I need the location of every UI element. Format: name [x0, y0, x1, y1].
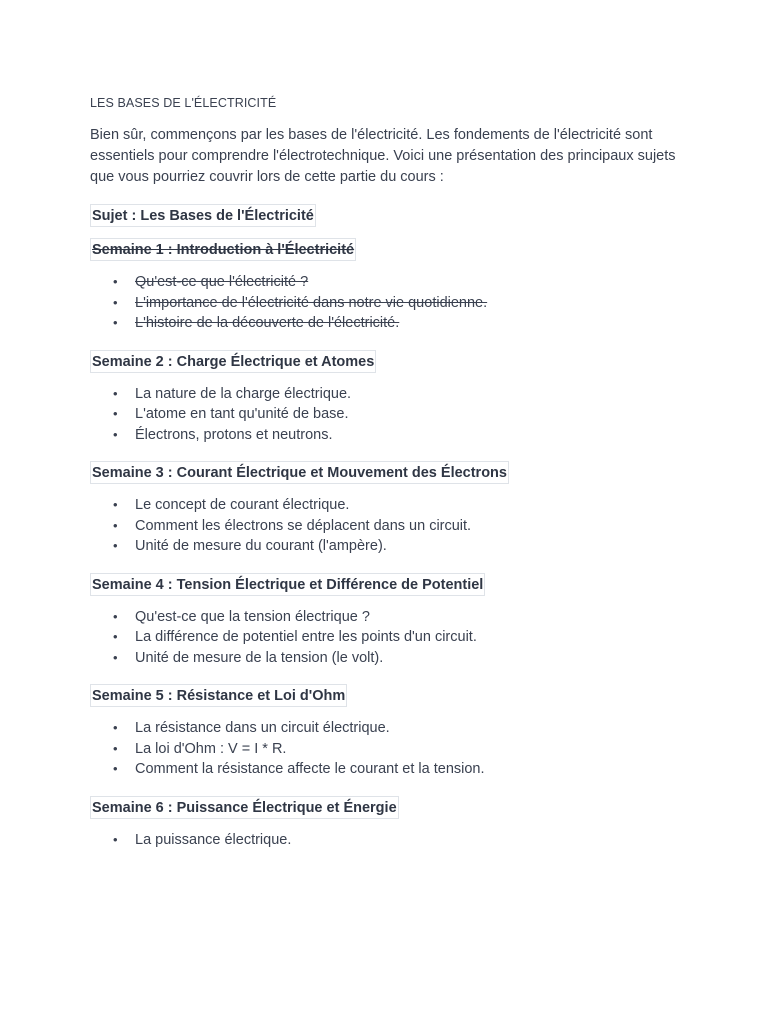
subject-heading: Sujet : Les Bases de l'Électricité	[90, 204, 316, 227]
list-item	[90, 648, 690, 669]
list-item	[90, 627, 690, 648]
week-3-list	[90, 495, 690, 557]
list-item	[90, 516, 690, 537]
week-6-heading: Semaine 6 : Puissance Électrique et Énergie	[90, 796, 399, 819]
document-page	[90, 94, 690, 866]
week-5-heading-wrap	[90, 684, 690, 706]
bullet-icon: •	[113, 538, 118, 553]
subject-heading-wrap	[90, 204, 690, 226]
week-4-heading-wrap	[90, 573, 690, 595]
list-item-text: La résistance dans un circuit électrique.	[135, 720, 390, 736]
bullet-icon: •	[113, 649, 118, 665]
list-item	[90, 313, 690, 334]
list-item-text: Unité de mesure de la tension (le volt).	[135, 649, 384, 666]
list-item-text: Le concept de courant électrique.	[135, 497, 350, 513]
bullet-icon: •	[113, 831, 118, 847]
week-6-heading-wrap	[90, 796, 690, 818]
week-1-heading: Semaine 1 : Introduction à l'Électricité	[90, 238, 356, 261]
bullet-icon: •	[113, 608, 118, 624]
week-2-heading-wrap	[90, 350, 690, 372]
document-title: LES BASES DE L'ÉLECTRICITÉ	[90, 96, 277, 110]
list-item	[90, 293, 690, 314]
list-item	[90, 739, 690, 760]
week-2-list	[90, 384, 690, 446]
list-item-text: La différence de potentiel entre les points d'un circuit.	[135, 629, 477, 645]
list-item	[90, 759, 690, 780]
bullet-icon: •	[113, 406, 118, 421]
week-2-heading: Semaine 2 : Charge Électrique et Atomes	[90, 350, 376, 373]
bullet-icon: •	[113, 629, 118, 644]
bullet-icon: •	[113, 517, 118, 533]
list-item	[90, 425, 690, 446]
week-3-heading-wrap	[90, 461, 690, 483]
week-1-heading-wrap	[90, 238, 690, 260]
intro-paragraph: Bien sûr, commençons par les bases de l'électricité. Les fondements de l'électricité sont essentiels pour comprendre l'électrotechnique. Voici une présentation des principaux sujets que vous pourriez couvrir lors de cette partie du cours :	[90, 127, 676, 185]
bullet-icon: •	[113, 720, 118, 735]
week-4-heading: Semaine 4 : Tension Électrique et Différence de Potentiel	[90, 573, 485, 596]
bullet-icon: •	[113, 761, 118, 776]
bullet-icon: •	[113, 426, 118, 442]
list-item-text: Qu'est-ce que la tension électrique ?	[135, 608, 370, 625]
list-item	[90, 384, 690, 405]
list-item-text: L'atome en tant qu'unité de base.	[135, 406, 349, 422]
list-item-text: Comment les électrons se déplacent dans un circuit.	[135, 517, 472, 534]
bullet-icon: •	[113, 385, 118, 401]
week-3-heading: Semaine 3 : Courant Électrique et Mouvement des Électrons	[90, 461, 509, 484]
list-item-text: La loi d'Ohm : V = I * R.	[135, 740, 287, 757]
list-item	[90, 607, 690, 628]
list-item-text: La nature de la charge électrique.	[135, 385, 352, 402]
bullet-icon: •	[113, 294, 118, 310]
week-5-heading: Semaine 5 : Résistance et Loi d'Ohm	[90, 684, 347, 707]
list-item-text: Électrons, protons et neutrons.	[135, 426, 333, 443]
bullet-icon: •	[113, 274, 118, 289]
list-item-text: L'importance de l'électricité dans notre vie quotidienne.	[135, 294, 488, 311]
list-item-text: La puissance électrique.	[135, 831, 292, 848]
list-item	[90, 830, 690, 851]
week-6-list	[90, 830, 690, 851]
week-1-list	[90, 272, 690, 334]
list-item-text: Comment la résistance affecte le courant et la tension.	[135, 761, 485, 777]
list-item-text: L'histoire de la découverte de l'électricité.	[135, 315, 400, 331]
bullet-icon: •	[113, 740, 118, 756]
list-item	[90, 495, 690, 516]
list-item-text: Unité de mesure du courant (l'ampère).	[135, 538, 387, 554]
bullet-icon: •	[113, 315, 118, 330]
week-4-list	[90, 607, 690, 669]
list-item	[90, 718, 690, 739]
list-item	[90, 536, 690, 557]
week-5-list	[90, 718, 690, 780]
list-item-text: Qu'est-ce que l'électricité ?	[135, 274, 309, 290]
list-item	[90, 404, 690, 425]
list-item	[90, 272, 690, 293]
bullet-icon: •	[113, 497, 118, 512]
